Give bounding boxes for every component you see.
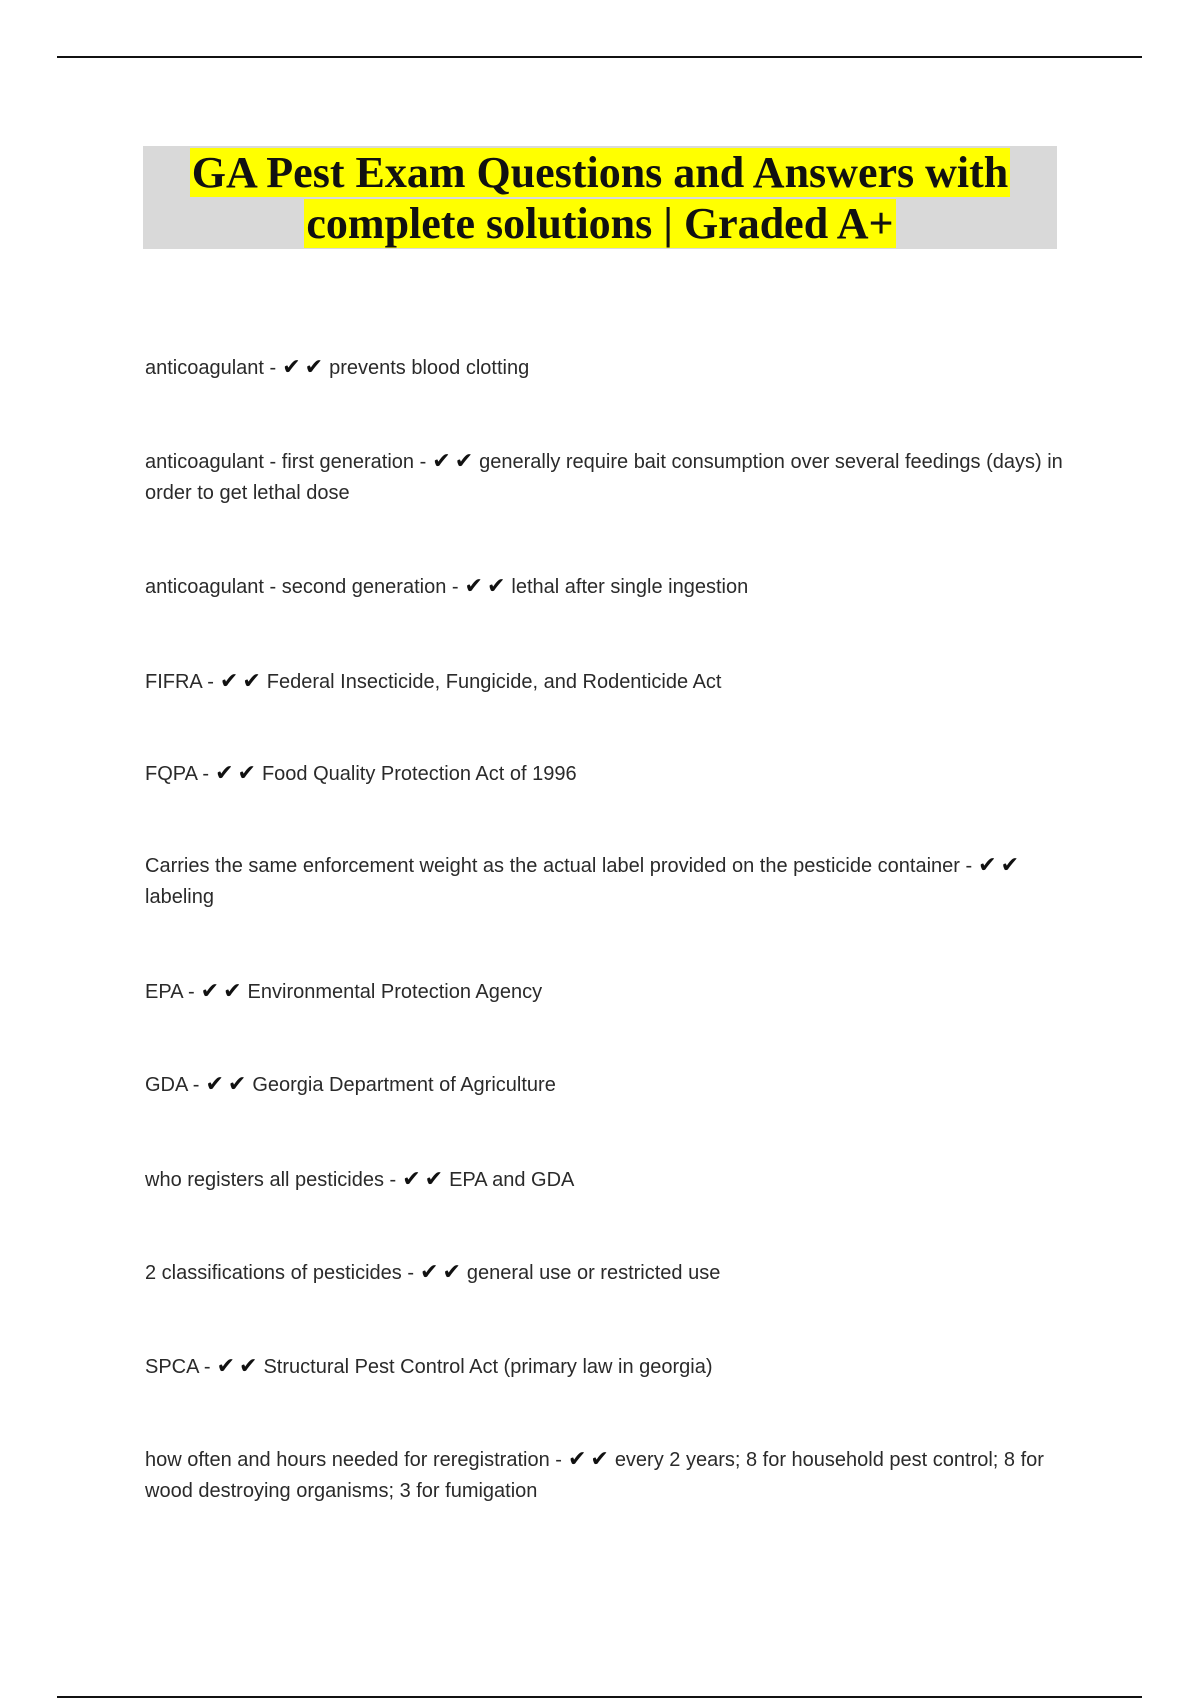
double-check-icon: ✔✔ [282, 355, 328, 380]
qa-answer: generally require bait consumption over several feedings (days) in order to get lethal dose [145, 451, 1063, 504]
qa-answer: Food Quality Protection Act of 1996 [261, 763, 577, 785]
title-line-2: complete solutions | Graded A+ [306, 198, 894, 248]
double-check-icon: ✔✔ [420, 1260, 465, 1285]
qa-term: GDA - [145, 1074, 200, 1096]
qa-item [145, 666, 1065, 698]
qa-answer: labeling [145, 886, 214, 908]
qa-term: Carries the same enforcement weight as the actual label provided on the pesticide container - [145, 855, 973, 877]
qa-item [145, 571, 1065, 603]
qa-term: 2 classifications of pesticides - [145, 1262, 415, 1284]
qa-term: who registers all pesticides - [145, 1169, 397, 1191]
qa-answer: Structural Pest Control Act (primary law in georgia) [263, 1356, 713, 1378]
double-check-icon: ✔✔ [402, 1167, 448, 1192]
qa-answer: Georgia Department of Agriculture [252, 1074, 556, 1096]
qa-term: anticoagulant - first generation - [145, 451, 427, 473]
qa-term: FQPA - [145, 763, 210, 785]
bottom-rule [57, 1696, 1142, 1698]
qa-answer: Federal Insecticide, Fungicide, and Rodenticide Act [266, 671, 722, 693]
qa-answer: general use or restricted use [466, 1262, 721, 1284]
double-check-icon: ✔✔ [200, 979, 246, 1004]
double-check-icon: ✔✔ [215, 761, 260, 786]
double-check-icon: ✔✔ [216, 1354, 262, 1379]
double-check-icon: ✔✔ [432, 449, 478, 474]
qa-item [145, 758, 1065, 790]
qa-item [145, 1164, 1065, 1196]
qa-item [145, 976, 1065, 1008]
qa-item [145, 1257, 1065, 1289]
title-line-1: GA Pest Exam Questions and Answers with [191, 147, 1009, 197]
qa-answer: Environmental Protection Agency [247, 981, 543, 1003]
qa-term: how often and hours needed for reregistration - [145, 1449, 562, 1471]
qa-item [145, 1351, 1065, 1383]
qa-answer: prevents blood clotting [329, 357, 530, 379]
qa-item [145, 1444, 1065, 1507]
qa-term: anticoagulant - [145, 357, 277, 379]
qa-answer: lethal after single ingestion [511, 576, 749, 598]
qa-answer: EPA and GDA [449, 1169, 575, 1191]
qa-item [145, 850, 1065, 913]
qa-item [145, 1069, 1065, 1101]
qa-item [145, 446, 1065, 509]
double-check-icon: ✔✔ [219, 669, 265, 694]
double-check-icon: ✔✔ [978, 853, 1024, 878]
qa-term: FIFRA - [145, 671, 214, 693]
qa-item [145, 352, 1065, 384]
double-check-icon: ✔✔ [464, 574, 510, 599]
qa-answer: every 2 years; 8 for household pest control; 8 for wood destroying organisms; 3 for fumigation [145, 1449, 1044, 1502]
qa-term: EPA - [145, 981, 195, 1003]
qa-term: anticoagulant - second generation - [145, 576, 459, 598]
double-check-icon: ✔✔ [567, 1447, 613, 1472]
qa-term: SPCA - [145, 1356, 211, 1378]
double-check-icon: ✔✔ [205, 1072, 251, 1097]
